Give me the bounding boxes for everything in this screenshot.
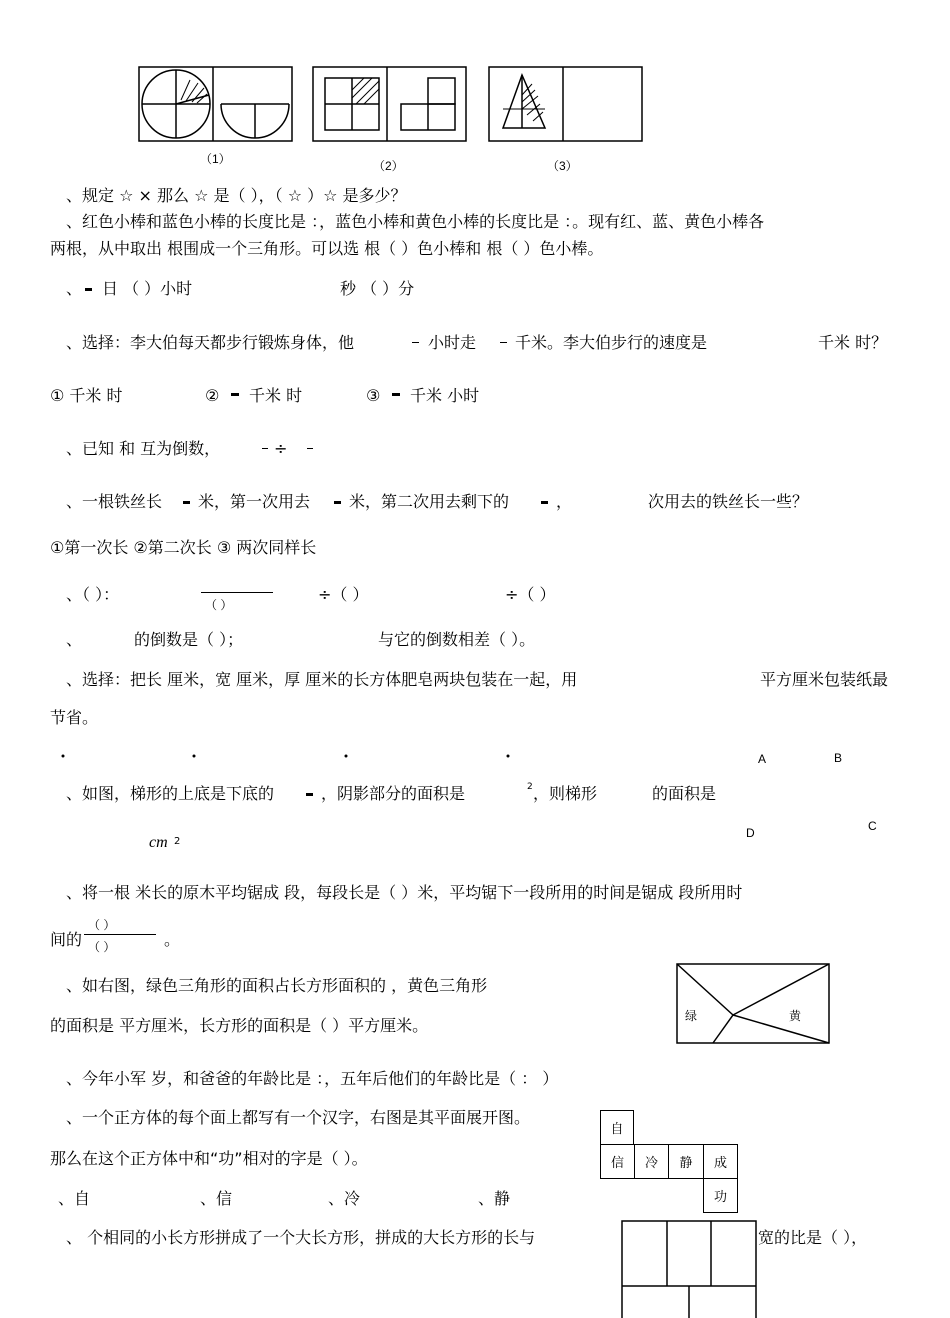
question-6-part-3: 米，第二次用去剩下的 <box>349 492 510 511</box>
question-5-part-1: 、已知 和 互为倒数， <box>66 439 221 458</box>
figure-label-1: （1） <box>200 152 231 166</box>
question-4-option-1: ① 千米 时 <box>50 386 123 405</box>
question-3-part-2: 秒 （ ）分 <box>340 279 415 298</box>
question-13: 、今年小军 岁，和爸爸的年龄比是 ：，五年后他们的年龄比是（ ： ） <box>66 1069 559 1088</box>
figure-label-3: （3） <box>547 159 578 173</box>
question-11-line-2: 间的 <box>50 930 83 949</box>
question-9-line-1-end: 平方厘米包装纸最 <box>760 670 889 689</box>
question-4-option-3: 千米 小时 <box>410 386 480 405</box>
cube-face-cheng: 成 <box>703 1144 738 1179</box>
cube-face-zi: 自 <box>600 1110 634 1145</box>
question-15-part-1: 、 个相同的小长方形拼成了一个大长方形，拼成的大长方形的长与 <box>66 1228 536 1247</box>
question-10-part-2: ，阴影部分的面积是 <box>321 784 466 803</box>
question-8-prefix: 、 <box>66 630 83 649</box>
question-10-part-1: 、如图，梯形的上底是下底的 <box>66 784 275 803</box>
cube-face-jing: 静 <box>668 1144 704 1179</box>
question-12-line-1: 、如右图，绿色三角形的面积占长方形面积的 ，黄色三角形 <box>66 976 488 995</box>
question-6-part-5: 次用去的铁丝长一些？ <box>648 492 809 511</box>
cube-face-gong: 功 <box>703 1178 738 1213</box>
question-14-option-c: 、冷 <box>328 1189 361 1208</box>
question-8-part-1: 的倒数是（ ）； <box>134 630 244 649</box>
question-14-line-1: 、一个正方体的每个面上都写有一个汉字，右图是其平面展开图。 <box>66 1108 531 1127</box>
unit-cm: cm <box>149 834 168 851</box>
question-6-part-4: ， <box>556 492 573 511</box>
question-4-option-3-num: ③ <box>366 386 381 405</box>
unit-superscript: 2 <box>174 836 181 847</box>
trapezoid-label-c: C <box>868 819 877 833</box>
question-10-part-3: ，则梯形 <box>533 784 598 803</box>
question-15-part-2: 宽的比是（ ）， <box>758 1228 868 1247</box>
question-14-line-2: 那么在这个正方体中和“功”相对的字是（ ）。 <box>50 1149 368 1168</box>
question-7-part-1: 、（ ）： <box>66 585 120 604</box>
question-11-end: 。 <box>164 930 181 949</box>
question-5-divide: ÷ <box>274 439 288 458</box>
question-3-prefix: 、 <box>66 279 83 298</box>
cube-face-xin: 信 <box>600 1144 635 1179</box>
trapezoid-label-a: A <box>758 752 767 766</box>
question-14-option-b: 、信 <box>200 1189 233 1208</box>
question-8-part-2: 与它的倒数相差（ ）。 <box>378 630 536 649</box>
question-6-options: ①第一次长 ②第二次长 ③ 两次同样长 <box>50 538 317 557</box>
question-4-option-2: 千米 时 <box>249 386 303 405</box>
question-6-part-1: 、一根铁丝长 <box>66 492 163 511</box>
figure-label-2: （2） <box>373 159 404 173</box>
question-9-line-2: 节省。 <box>50 708 99 727</box>
question-12-line-2: 的面积是 平方厘米，长方形的面积是（ ）平方厘米。 <box>50 1016 429 1035</box>
question-9-line-1: 、选择：把长 厘米，宽 厘米，厚 厘米的长方体肥皂两块包装在一起，用 <box>66 670 578 689</box>
question-4-part-2: 小时走 <box>428 333 477 352</box>
question-4-option-2-num: ② <box>205 386 220 405</box>
question-1: 、规定 ☆ × 那么 ☆ 是（ ），（ ☆ ）☆ 是多少？ <box>66 186 407 205</box>
question-2-line-1: 、红色小棒和蓝色小棒的长度比是 ：，蓝色小棒和黄色小棒的长度比是 ：。现有红、蓝、黄色小棒各 <box>66 212 765 231</box>
question-6-part-2: 米，第一次用去 <box>198 492 311 511</box>
trapezoid-label-b: B <box>834 751 843 765</box>
question-14-option-a: 、自 <box>58 1189 91 1208</box>
yellow-label: 黄 <box>789 1009 802 1023</box>
question-10-part-4: 的面积是 <box>652 784 717 803</box>
trapezoid-label-d: D <box>746 826 755 840</box>
question-4-part-3: 千米。李大伯步行的速度是 <box>515 333 708 352</box>
question-4-part-4: 千米 时？ <box>818 333 888 352</box>
superscript-2: 2 <box>527 782 533 792</box>
question-2-line-2: 两根，从中取出 根围成一个三角形。可以选 根（ ）色小棒和 根（ ）色小棒。 <box>50 239 604 258</box>
question-7-part-2: ÷（ ） <box>318 585 369 604</box>
cube-face-leng: 冷 <box>634 1144 669 1179</box>
question-11-numerator: （ ） <box>88 918 116 932</box>
question-7-denominator: （ ） <box>205 598 233 612</box>
question-11-denominator: （ ） <box>88 940 116 954</box>
question-11-line-1: 、将一根 米长的原木平均锯成 段，每段长是（ ）米，平均锯下一段所用的时间是锯成 段所用时 <box>66 883 743 902</box>
question-3-part-1: 日 （ ）小时 <box>102 279 193 298</box>
question-4-part-1: 、选择：李大伯每天都步行锻炼身体，他 <box>66 333 355 352</box>
question-7-part-3: ÷（ ） <box>505 585 556 604</box>
question-14-option-d: 、静 <box>478 1189 511 1208</box>
green-label: 绿 <box>685 1009 698 1023</box>
